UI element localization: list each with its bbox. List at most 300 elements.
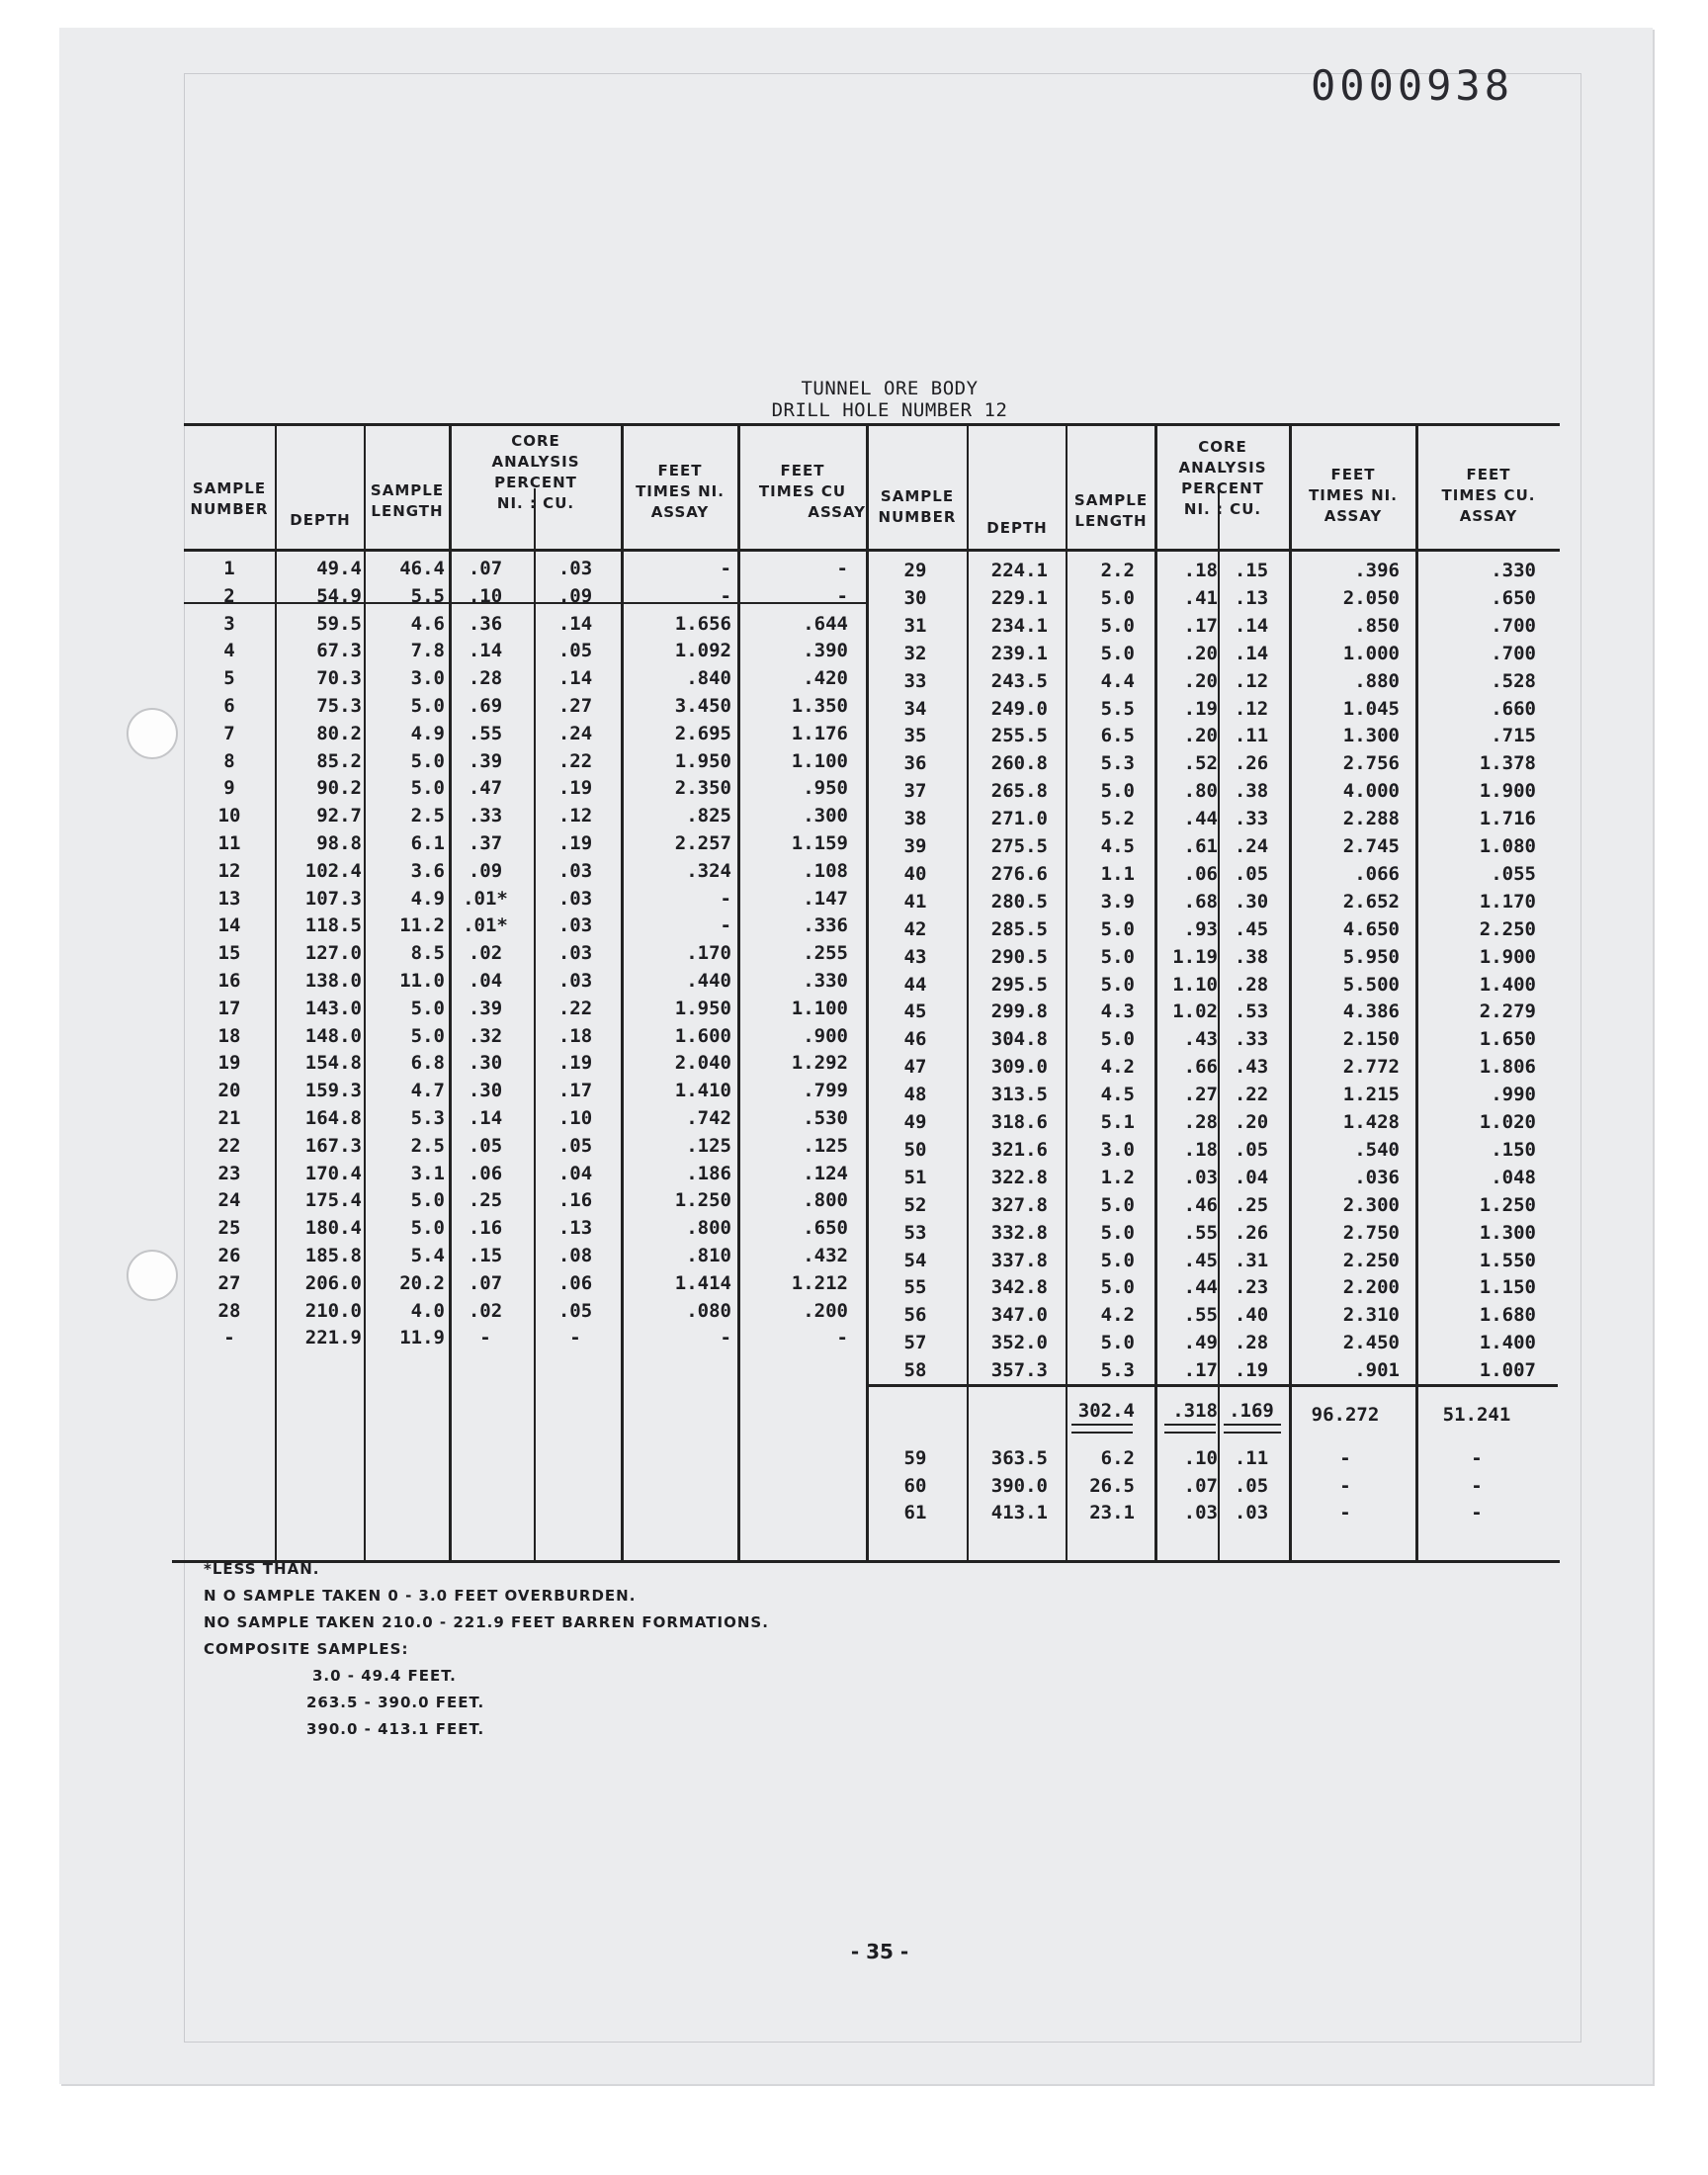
- cell-sample-number: 18: [217, 1024, 241, 1047]
- cell-feet-times-ni: .396: [1354, 560, 1400, 581]
- total-underline: [1224, 1424, 1281, 1434]
- cell-core-ni: .06: [468, 1162, 503, 1184]
- note-overburden: N O SAMPLE TAKEN 0 - 3.0 FEET OVERBURDEN.: [204, 1587, 637, 1605]
- cell-depth: 127.0: [304, 942, 362, 965]
- cell-sample-number: 16: [217, 970, 241, 992]
- cell-feet-times-cu: .330: [803, 970, 848, 992]
- cell-core-cu: .11: [1234, 725, 1269, 747]
- cell-feet-times-cu: .650: [1491, 586, 1536, 609]
- cell-sample-number: 39: [903, 835, 927, 857]
- cell-sample-length: 26.5: [1089, 1474, 1135, 1497]
- cell-depth: 363.5: [990, 1447, 1048, 1469]
- cell-sample-number: 53: [903, 1221, 927, 1244]
- cell-sample-number: 40: [903, 862, 927, 885]
- cell-core-ni: .17: [1183, 1359, 1218, 1382]
- cell-core-cu: .03: [1234, 1502, 1269, 1523]
- cell-core-ni: .39: [468, 997, 503, 1019]
- cell-feet-times-ni: -: [720, 584, 731, 607]
- cell-core-ni: .18: [1183, 1138, 1218, 1161]
- cell-core-cu: .11: [1234, 1447, 1269, 1469]
- note-less-than: *LESS THAN.: [204, 1560, 320, 1578]
- cell-feet-times-cu: 1.650: [1479, 1028, 1536, 1051]
- cell-sample-length: 7.8: [410, 640, 445, 662]
- cell-core-cu: .12: [1234, 697, 1269, 720]
- cell-feet-times-ni: -: [1339, 1474, 1351, 1497]
- cell-feet-times-ni: -: [1339, 1502, 1351, 1523]
- cell-sample-length: 4.2: [1100, 1056, 1135, 1079]
- cell-sample-number: 4: [223, 640, 235, 662]
- header-feet-times-cu-right: FEET TIMES CU. ASSAY: [1441, 466, 1536, 525]
- cell-sample-length: 2.5: [410, 805, 445, 827]
- cell-sample-length: 5.3: [410, 1107, 445, 1129]
- cell-feet-times-ni: 2.652: [1342, 890, 1400, 913]
- cell-sample-number: 27: [217, 1271, 241, 1294]
- cell-sample-length: 11.0: [399, 970, 445, 992]
- cell-sample-number: 56: [903, 1304, 927, 1327]
- cell-core-cu: .14: [1234, 642, 1269, 664]
- cell-feet-times-cu: 1.300: [1479, 1221, 1536, 1244]
- cell-sample-length: 4.5: [1100, 1084, 1135, 1106]
- cell-core-ni: .68: [1183, 890, 1218, 913]
- cell-core-ni: .93: [1183, 917, 1218, 940]
- cell-depth: 85.2: [316, 749, 362, 772]
- cell-sample-number: 5: [223, 667, 235, 690]
- cell-core-cu: .05: [1234, 1138, 1269, 1161]
- cell-sample-length: 2.2: [1100, 560, 1135, 581]
- cell-sample-length: 5.5: [410, 584, 445, 607]
- cell-feet-times-cu: 1.100: [791, 997, 848, 1019]
- cell-sample-number: 23: [217, 1162, 241, 1184]
- cell-feet-times-cu: 1.350: [791, 695, 848, 717]
- cell-sample-length: 4.7: [410, 1080, 445, 1102]
- cell-core-cu: .28: [1234, 1332, 1269, 1354]
- cell-sample-number: 10: [217, 805, 241, 827]
- cell-core-cu: .22: [557, 997, 593, 1019]
- cell-feet-times-ni: 2.050: [1342, 586, 1400, 609]
- cell-depth: 271.0: [990, 808, 1048, 830]
- cell-core-cu: .28: [1234, 973, 1269, 996]
- cell-feet-times-ni: 2.040: [674, 1052, 731, 1075]
- cell-depth: 170.4: [304, 1162, 362, 1184]
- cell-sample-number: 30: [903, 586, 927, 609]
- cell-feet-times-ni: .810: [686, 1245, 731, 1266]
- cell-depth: 390.0: [990, 1474, 1048, 1497]
- cell-feet-times-ni: 1.000: [1342, 642, 1400, 664]
- cell-depth: 347.0: [990, 1304, 1048, 1327]
- cell-depth: 337.8: [990, 1249, 1048, 1271]
- cell-feet-times-ni: 2.750: [1342, 1221, 1400, 1244]
- cell-feet-times-cu: 1.007: [1479, 1359, 1536, 1382]
- cell-depth: 206.0: [304, 1271, 362, 1294]
- cell-core-cu: .19: [1234, 1359, 1269, 1382]
- cell-depth: 243.5: [990, 669, 1048, 692]
- cell-depth: 92.7: [316, 805, 362, 827]
- cell-feet-times-cu: 1.400: [1479, 1332, 1536, 1354]
- title-line-1: TUNNEL ORE BODY: [801, 378, 979, 399]
- cell-depth: 275.5: [990, 835, 1048, 857]
- cell-feet-times-ni: 2.200: [1342, 1276, 1400, 1299]
- cell-feet-times-ni: 4.386: [1342, 1000, 1400, 1023]
- cell-feet-times-ni: 1.410: [674, 1080, 731, 1102]
- cell-core-ni: .10: [468, 584, 503, 607]
- cell-depth: 299.8: [990, 1000, 1048, 1023]
- cell-feet-times-ni: 1.300: [1342, 725, 1400, 747]
- cell-core-ni: .14: [468, 640, 503, 662]
- cell-core-cu: .14: [557, 612, 593, 635]
- cell-core-ni: .55: [468, 722, 503, 744]
- cell-feet-times-ni: .080: [686, 1299, 731, 1322]
- cell-sample-number: 1: [223, 558, 235, 579]
- cell-core-ni: .45: [1183, 1249, 1218, 1271]
- cell-core-ni: .04: [468, 970, 503, 992]
- cell-feet-times-cu: 1.292: [791, 1052, 848, 1075]
- cell-feet-times-cu: .124: [803, 1162, 848, 1184]
- total-core-cu: .169: [1229, 1400, 1274, 1422]
- cell-core-ni: .06: [1183, 862, 1218, 885]
- cell-core-cu: .43: [1234, 1056, 1269, 1079]
- cell-core-ni: .47: [468, 777, 503, 800]
- cell-core-cu: .26: [1234, 752, 1269, 775]
- cell-core-ni: .01*: [463, 887, 508, 910]
- cell-feet-times-cu: 1.159: [791, 832, 848, 854]
- cell-feet-times-cu: 1.806: [1479, 1056, 1536, 1079]
- cell-core-ni: -: [479, 1327, 491, 1349]
- cell-sample-length: 4.9: [410, 887, 445, 910]
- cell-depth: 265.8: [990, 780, 1048, 803]
- cell-sample-length: 6.8: [410, 1052, 445, 1075]
- cell-core-ni: .07: [468, 1271, 503, 1294]
- cell-depth: 102.4: [304, 859, 362, 882]
- cell-feet-times-ni: 1.600: [674, 1024, 731, 1047]
- cell-depth: 357.3: [990, 1359, 1048, 1382]
- cell-sample-number: 60: [903, 1474, 927, 1497]
- cell-depth: 80.2: [316, 722, 362, 744]
- cell-feet-times-cu: .700: [1491, 614, 1536, 637]
- cell-feet-times-ni: .440: [686, 970, 731, 992]
- cell-core-cu: .13: [1234, 586, 1269, 609]
- cell-feet-times-ni: .036: [1354, 1166, 1400, 1188]
- cell-sample-number: 61: [903, 1502, 927, 1523]
- cell-feet-times-ni: 2.772: [1342, 1056, 1400, 1079]
- cell-feet-times-ni: 2.350: [674, 777, 731, 800]
- cell-sample-number: 13: [217, 887, 241, 910]
- cell-feet-times-cu: 1.080: [1479, 835, 1536, 857]
- cell-feet-times-ni: -: [720, 558, 731, 579]
- cell-depth: 342.8: [990, 1276, 1048, 1299]
- cell-core-ni: .61: [1183, 835, 1218, 857]
- header-bottom-rule: [184, 549, 1560, 552]
- cell-depth: 290.5: [990, 945, 1048, 968]
- cell-feet-times-ni: .125: [686, 1134, 731, 1157]
- cell-feet-times-ni: 1.414: [674, 1271, 731, 1294]
- cell-depth: 210.0: [304, 1299, 362, 1322]
- cell-depth: 49.4: [316, 558, 362, 579]
- cell-feet-times-cu: 1.176: [791, 722, 848, 744]
- cell-sample-length: 5.0: [1100, 614, 1135, 637]
- cell-sample-length: 5.5: [1100, 697, 1135, 720]
- cell-core-cu: .22: [557, 749, 593, 772]
- cell-feet-times-cu: .700: [1491, 642, 1536, 664]
- cell-feet-times-cu: 1.100: [791, 749, 848, 772]
- cell-sample-length: 5.4: [410, 1245, 445, 1266]
- cell-core-cu: .03: [557, 558, 593, 579]
- cell-feet-times-cu: .950: [803, 777, 848, 800]
- cell-depth: 309.0: [990, 1056, 1048, 1079]
- cell-core-ni: .44: [1183, 1276, 1218, 1299]
- cell-sample-number: 50: [903, 1138, 927, 1161]
- cell-feet-times-cu: -: [836, 584, 848, 607]
- title-line-2: DRILL HOLE NUMBER 12: [771, 399, 1008, 421]
- cell-core-cu: .17: [557, 1080, 593, 1102]
- cell-feet-times-cu: .150: [1491, 1138, 1536, 1161]
- cell-depth: 67.3: [316, 640, 362, 662]
- cell-sample-number: 2: [223, 584, 235, 607]
- cell-depth: 322.8: [990, 1166, 1048, 1188]
- cell-depth: 221.9: [304, 1327, 362, 1349]
- cell-sample-length: 6.2: [1100, 1447, 1135, 1469]
- cell-depth: 304.8: [990, 1028, 1048, 1051]
- cell-core-ni: .30: [468, 1052, 503, 1075]
- cell-core-cu: .33: [1234, 808, 1269, 830]
- cell-core-ni: 1.02: [1172, 1000, 1218, 1023]
- cell-sample-length: 8.5: [410, 942, 445, 965]
- cell-core-cu: .45: [1234, 917, 1269, 940]
- cell-core-ni: .05: [468, 1134, 503, 1157]
- cell-sample-length: 4.2: [1100, 1304, 1135, 1327]
- cell-depth: 260.8: [990, 752, 1048, 775]
- cell-depth: 159.3: [304, 1080, 362, 1102]
- cell-sample-length: 46.4: [399, 558, 445, 579]
- cell-sample-length: 3.6: [410, 859, 445, 882]
- cell-feet-times-cu: .055: [1491, 862, 1536, 885]
- cell-depth: 167.3: [304, 1134, 362, 1157]
- cell-sample-number: 47: [903, 1056, 927, 1079]
- cell-sample-number: 22: [217, 1134, 241, 1157]
- cell-core-cu: .40: [1234, 1304, 1269, 1327]
- cell-core-cu: .19: [557, 1052, 593, 1075]
- cell-core-ni: .20: [1183, 725, 1218, 747]
- cell-core-ni: .17: [1183, 614, 1218, 637]
- cell-depth: 138.0: [304, 970, 362, 992]
- header-core-analysis-right: CORE ANALYSIS PERCENT NI. : CU.: [1178, 438, 1267, 518]
- cell-core-cu: .03: [557, 887, 593, 910]
- cell-feet-times-cu: .432: [803, 1245, 848, 1266]
- cell-feet-times-ni: .850: [1354, 614, 1400, 637]
- cell-feet-times-cu: .799: [803, 1080, 848, 1102]
- cell-core-ni: .32: [468, 1024, 503, 1047]
- cell-depth: 321.6: [990, 1138, 1048, 1161]
- cell-sample-number: 7: [223, 722, 235, 744]
- cell-sample-length: 3.1: [410, 1162, 445, 1184]
- cell-feet-times-ni: 1.656: [674, 612, 731, 635]
- cell-core-cu: .23: [1234, 1276, 1269, 1299]
- cell-feet-times-ni: 2.745: [1342, 835, 1400, 857]
- cell-core-cu: .22: [1234, 1084, 1269, 1106]
- cell-core-ni: .20: [1183, 642, 1218, 664]
- cell-sample-number: 32: [903, 642, 927, 664]
- cell-sample-number: 19: [217, 1052, 241, 1075]
- cell-sample-number: 17: [217, 997, 241, 1019]
- cell-feet-times-cu: .715: [1491, 725, 1536, 747]
- cell-sample-length: 3.9: [1100, 890, 1135, 913]
- cell-feet-times-cu: 1.900: [1479, 945, 1536, 968]
- cell-sample-number: 38: [903, 808, 927, 830]
- header-sample-number: SAMPLE NUMBER: [190, 479, 269, 518]
- cell-depth: 255.5: [990, 725, 1048, 747]
- cell-feet-times-cu: .255: [803, 942, 848, 965]
- total-feet-times-ni: 96.272: [1311, 1404, 1380, 1426]
- header-feet-times-cu: FEET TIMES CU ASSAY: [758, 462, 866, 521]
- cell-core-cu: .15: [1234, 560, 1269, 581]
- cell-feet-times-cu: .048: [1491, 1166, 1536, 1188]
- cell-core-cu: .10: [557, 1107, 593, 1129]
- cell-depth: 185.8: [304, 1245, 362, 1266]
- cell-depth: 90.2: [316, 777, 362, 800]
- cell-core-cu: .31: [1234, 1249, 1269, 1271]
- cell-feet-times-ni: 3.450: [674, 695, 731, 717]
- cell-core-ni: .49: [1183, 1332, 1218, 1354]
- cell-feet-times-cu: 1.716: [1479, 808, 1536, 830]
- cell-sample-length: 3.0: [1100, 1138, 1135, 1161]
- cell-sample-length: 11.2: [399, 914, 445, 937]
- cell-depth: 75.3: [316, 695, 362, 717]
- cell-sample-length: 5.0: [1100, 973, 1135, 996]
- cell-feet-times-cu: -: [1471, 1474, 1483, 1497]
- cell-depth: 118.5: [304, 914, 362, 937]
- note-composite-1: 3.0 - 49.4 FEET.: [312, 1667, 457, 1685]
- cell-core-cu: .03: [557, 859, 593, 882]
- cell-sample-number: 26: [217, 1245, 241, 1266]
- cell-core-cu: .19: [557, 777, 593, 800]
- cell-core-ni: .20: [1183, 669, 1218, 692]
- cell-feet-times-ni: 2.257: [674, 832, 731, 854]
- cell-core-cu: .12: [557, 805, 593, 827]
- cell-feet-times-ni: 4.650: [1342, 917, 1400, 940]
- cell-sample-number: 49: [903, 1111, 927, 1133]
- cell-sample-number: 33: [903, 669, 927, 692]
- cell-sample-number: 42: [903, 917, 927, 940]
- cell-feet-times-cu: .125: [803, 1134, 848, 1157]
- page-number: - 35 -: [850, 1940, 909, 1963]
- cell-sample-length: 5.0: [1100, 642, 1135, 664]
- cell-core-ni: 1.10: [1172, 973, 1218, 996]
- cell-sample-number: 8: [223, 749, 235, 772]
- cell-feet-times-cu: 1.150: [1479, 1276, 1536, 1299]
- header-feet-times-ni-right: FEET TIMES NI. ASSAY: [1309, 466, 1398, 525]
- cell-feet-times-cu: .200: [803, 1299, 848, 1322]
- cell-sample-number: 9: [223, 777, 235, 800]
- cell-sample-length: 5.0: [410, 1217, 445, 1240]
- cell-feet-times-ni: .800: [686, 1217, 731, 1240]
- cell-depth: 143.0: [304, 997, 362, 1019]
- cell-sample-length: 2.5: [410, 1134, 445, 1157]
- cell-sample-length: 5.0: [1100, 1249, 1135, 1271]
- cell-sample-number: 55: [903, 1276, 927, 1299]
- cell-core-ni: .14: [468, 1107, 503, 1129]
- cell-core-cu: .05: [1234, 862, 1269, 885]
- cell-core-cu: .14: [557, 667, 593, 690]
- cell-sample-length: 5.0: [410, 749, 445, 772]
- cell-core-cu: .05: [557, 1134, 593, 1157]
- cell-sample-number: 15: [217, 942, 241, 965]
- cell-sample-number: 20: [217, 1080, 241, 1102]
- cell-feet-times-cu: .660: [1491, 697, 1536, 720]
- cell-core-cu: .13: [557, 1217, 593, 1240]
- cell-depth: 327.8: [990, 1193, 1048, 1216]
- cell-sample-length: 1.1: [1100, 862, 1135, 885]
- total-sample-length: 302.4: [1077, 1400, 1135, 1422]
- cell-depth: 234.1: [990, 614, 1048, 637]
- cell-sample-number: 3: [223, 612, 235, 635]
- cell-feet-times-cu: 1.212: [791, 1271, 848, 1294]
- cell-core-ni: .03: [1183, 1502, 1218, 1523]
- cell-feet-times-cu: 2.250: [1479, 917, 1536, 940]
- cell-core-cu: -: [569, 1327, 581, 1349]
- cell-feet-times-ni: 5.500: [1342, 973, 1400, 996]
- cell-sample-number: 29: [903, 560, 927, 581]
- cell-feet-times-cu: 1.550: [1479, 1249, 1536, 1271]
- cell-feet-times-cu: .300: [803, 805, 848, 827]
- cell-core-ni: .02: [468, 942, 503, 965]
- cell-sample-number: 48: [903, 1084, 927, 1106]
- cell-core-cu: .05: [1234, 1474, 1269, 1497]
- cell-core-cu: .04: [1234, 1166, 1269, 1188]
- header-sample-length-right: SAMPLE LENGTH: [1073, 491, 1149, 530]
- cell-feet-times-ni: 2.288: [1342, 808, 1400, 830]
- cell-core-ni: .80: [1183, 780, 1218, 803]
- cell-core-cu: .26: [1234, 1221, 1269, 1244]
- cell-sample-number: 41: [903, 890, 927, 913]
- cell-feet-times-cu: 1.680: [1479, 1304, 1536, 1327]
- cell-sample-length: 5.3: [1100, 752, 1135, 775]
- cell-feet-times-cu: .420: [803, 667, 848, 690]
- cell-sample-number: 34: [903, 697, 927, 720]
- cell-feet-times-cu: .147: [803, 887, 848, 910]
- total-core-ni: .318: [1172, 1400, 1218, 1422]
- cell-sample-length: 5.1: [1100, 1111, 1135, 1133]
- cell-feet-times-cu: .530: [803, 1107, 848, 1129]
- cell-feet-times-ni: 2.756: [1342, 752, 1400, 775]
- cell-sample-length: 23.1: [1089, 1502, 1135, 1523]
- cell-feet-times-ni: 2.310: [1342, 1304, 1400, 1327]
- cell-sample-length: 11.9: [399, 1327, 445, 1349]
- right-end-rule: [866, 1384, 1558, 1387]
- cell-feet-times-ni: .880: [1354, 669, 1400, 692]
- cell-sample-length: 5.0: [410, 1189, 445, 1212]
- cell-core-ni: .66: [1183, 1056, 1218, 1079]
- cell-core-ni: .25: [468, 1189, 503, 1212]
- cell-sample-length: 6.1: [410, 832, 445, 854]
- cell-feet-times-ni: .324: [686, 859, 731, 882]
- cell-sample-length: 5.0: [410, 695, 445, 717]
- note-composite-heading: COMPOSITE SAMPLES:: [204, 1640, 409, 1658]
- cell-core-cu: .12: [1234, 669, 1269, 692]
- cell-sample-length: 5.0: [1100, 1332, 1135, 1354]
- total-feet-times-cu: 51.241: [1442, 1404, 1511, 1426]
- cell-sample-length: 5.0: [410, 997, 445, 1019]
- cell-feet-times-cu: .900: [803, 1024, 848, 1047]
- cell-core-ni: .18: [1183, 560, 1218, 581]
- cell-sample-number: 59: [903, 1447, 927, 1469]
- cell-feet-times-ni: 4.000: [1342, 780, 1400, 803]
- cell-feet-times-cu: .108: [803, 859, 848, 882]
- cell-feet-times-cu: .644: [803, 612, 848, 635]
- cell-sample-number: 36: [903, 752, 927, 775]
- cell-sample-length: 5.0: [1100, 1221, 1135, 1244]
- cell-feet-times-ni: 5.950: [1342, 945, 1400, 968]
- cell-feet-times-ni: -: [720, 1327, 731, 1349]
- cell-sample-length: 5.0: [1100, 945, 1135, 968]
